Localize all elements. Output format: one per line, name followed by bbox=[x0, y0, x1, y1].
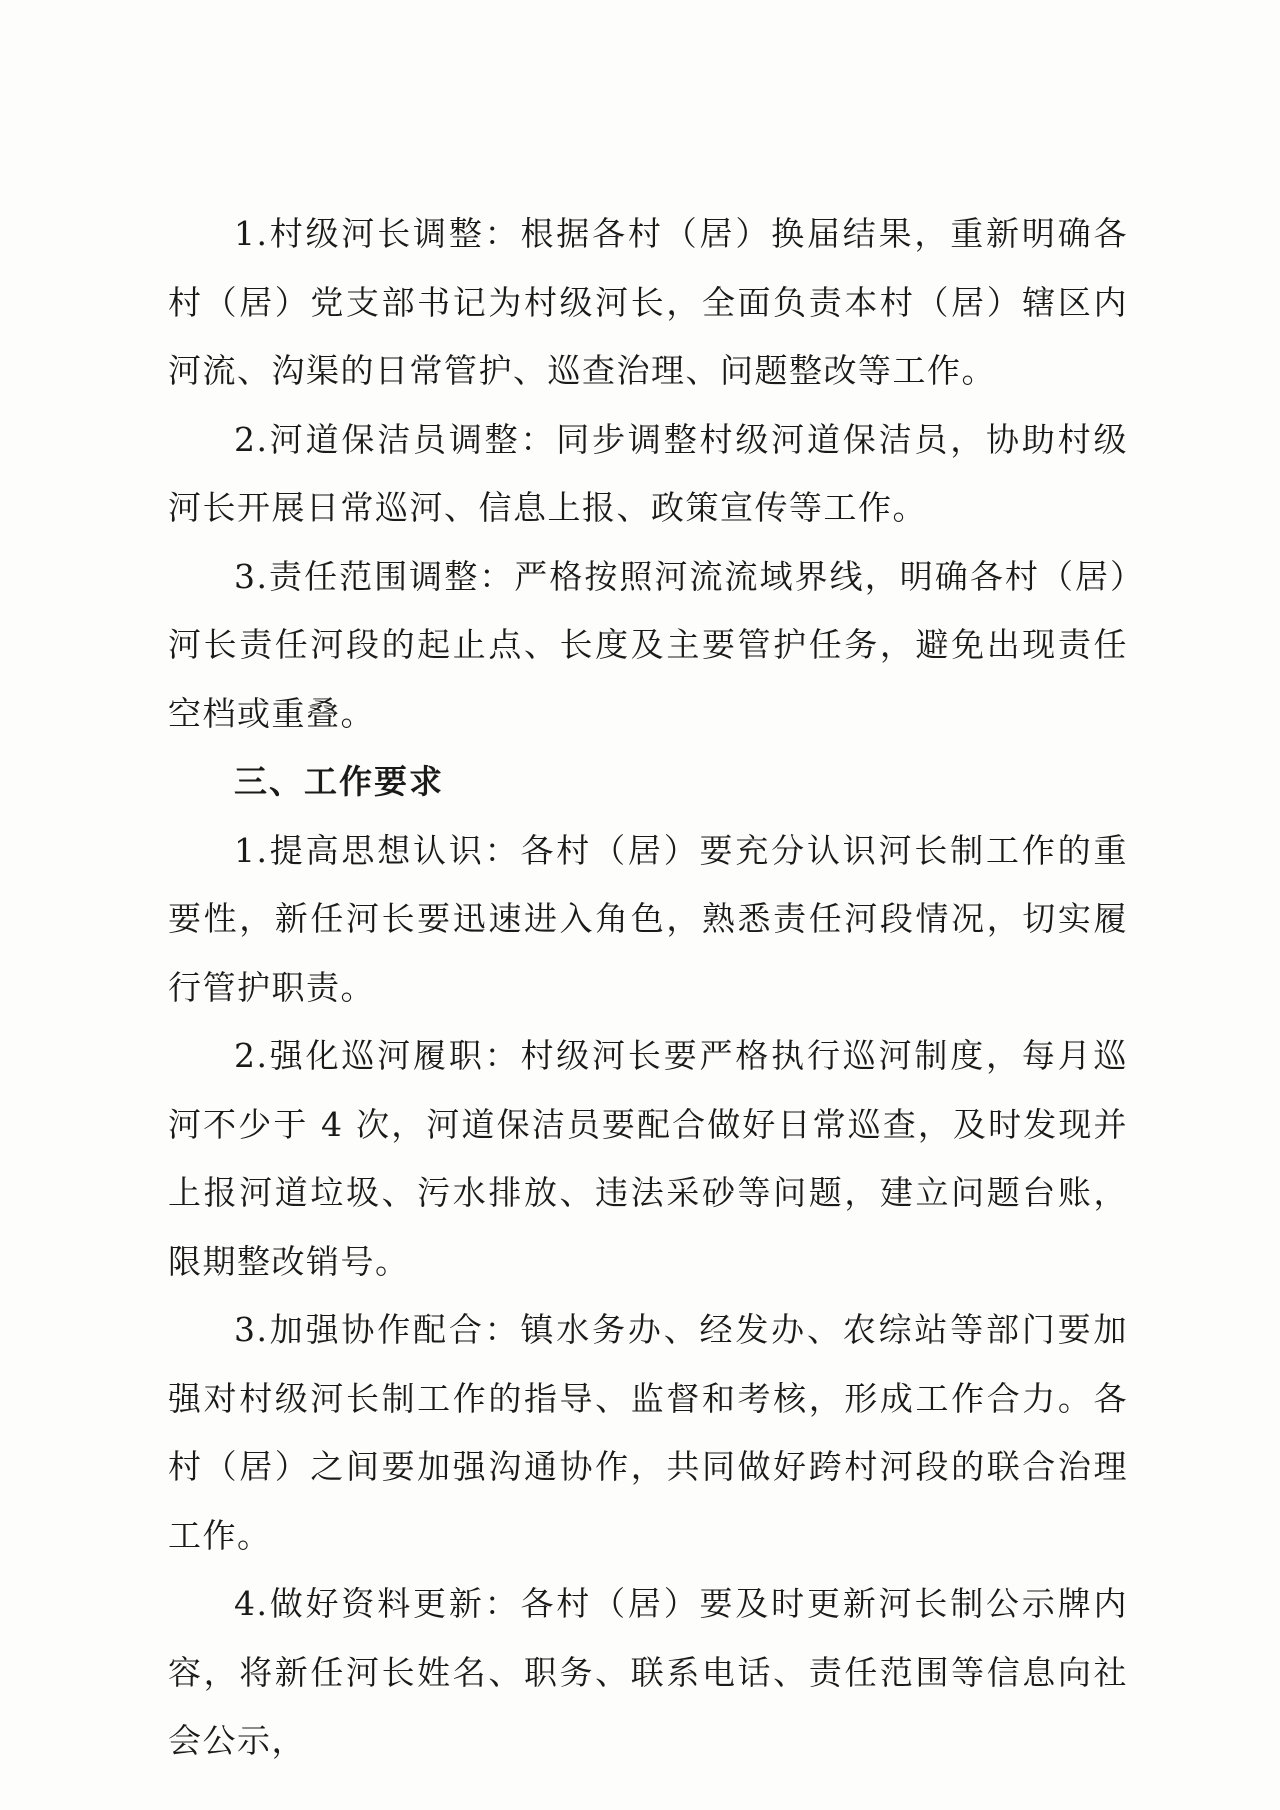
paragraph-strengthen-patrol: 2.强化巡河履职：村级河长要严格执行巡河制度，每月巡河不少于 4 次，河道保洁员要配合做好日常巡查，及时发现并上报河道垃圾、污水排放、违法采砂等问题，建立问题台账，限期整改销号。 bbox=[168, 1036, 1128, 1281]
paragraph-village-chief-adjustment: 1.村级河长调整：根据各村（居）换届结果，重新明确各村（居）党支部书记为村级河长，全面负责本村（居）辖区内河流、沟渠的日常管护、巡查治理、问题整改等工作。 bbox=[168, 214, 1128, 390]
document-body bbox=[168, 200, 1128, 1776]
paragraph-raise-awareness: 1.提高思想认识：各村（居）要充分认识河长制工作的重要性，新任河长要迅速进入角色，熟悉责任河段情况，切实履行管护职责。 bbox=[168, 830, 1128, 1007]
paragraph-cooperation: 3.加强协作配合：镇水务办、经发办、农综站等部门要加强对村级河长制工作的指导、监督和考核，形成工作合力。各村（居）之间要加强沟通协作，共同做好跨村河段的联合治理工作。 bbox=[168, 1310, 1128, 1555]
paragraph-responsibility-scope: 3.责任范围调整：严格按照河流流域界线，明确各村（居）河长责任河段的起止点、长度及主要管护任务，避免出现责任空档或重叠。 bbox=[168, 556, 1128, 733]
paragraph-cleaner-adjustment: 2.河道保洁员调整：同步调整村级河道保洁员，协助村级河长开展日常巡河、信息上报、政策宣传等工作。 bbox=[168, 419, 1128, 527]
section-heading-work-requirements: 三、工作要求 bbox=[234, 762, 444, 801]
paragraph-update-materials: 4.做好资料更新：各村（居）要及时更新河长制公示牌内容，将新任河长姓名、职务、联系电话、责任范围等信息向社会公示， bbox=[168, 1584, 1128, 1760]
